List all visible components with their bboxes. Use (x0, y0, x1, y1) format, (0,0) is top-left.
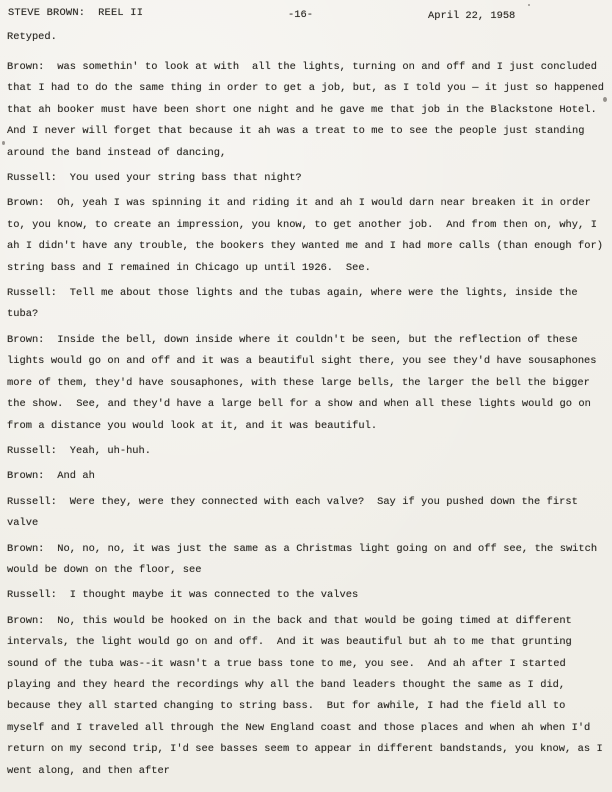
header-date: April 22, 1958 (428, 10, 516, 22)
paragraph-brown-3: Brown: Inside the bell, down inside where it couldn't be seen, but the reflection of these lights would go on and off and it was a beautiful sight there, you see they'd have sousaphones more of them, they'd have sousaphones, with these large bells, the larger the bell the bigger the show. See, and they'd have a large bell for a show and when all these lights would go on from a distance you would look at it, and it was beautiful. (7, 333, 603, 432)
paragraph-russell-1: Russell: You used your string bass that night? (7, 172, 302, 185)
paragraph-russell-2: Russell: Tell me about those lights and the tubas again, where were the lights, inside the tuba? (7, 287, 585, 321)
page-number: -16- (288, 9, 313, 21)
scan-speck (528, 4, 530, 6)
paragraph-russell-3: Russell: Yeah, uh-huh. (7, 444, 152, 457)
scan-speck (2, 141, 5, 145)
paragraph-brown-4: Brown: And ah (7, 470, 95, 483)
paragraph-russell-5: Russell: I thought maybe it was connected to the valves (7, 589, 359, 602)
header-title: STEVE BROWN: REEL II (8, 7, 144, 19)
paragraph-russell-4: Russell: Were they, were they connected with each valve? Say if you pushed down the first valve (7, 495, 585, 530)
retyped-label: Retyped. (7, 31, 57, 43)
paragraph-brown-1: Brown: was somethin' to look at with all the lights, turning on and off and I just concluded that I had to do the same thing in order to get a job, but, as I told you — it just so happened that ah booker must have been short one night and he gave me that job in the Blackstone Hotel. And I never will forget that because it ah was a treat to me to see the people just standing around the band instead of dancing, (7, 61, 611, 159)
paragraph-brown-2: Brown: Oh, yeah I was spinning it and riding it and ah I would darn near breaken it in order to, you know, to create an impression, you know, to get another job. And from then on, why, I ah I didn't have any trouble, the bookers they wanted me and I had more calls (than enough for) string bass and I remained in Chicago up until 1926. See. (7, 197, 610, 274)
paragraph-brown-6: Brown: No, this would be hooked on in the back and that would be going timed at different intervals, the light would go on and off. And it was beautiful but ah to me that grunting sound of the tuba was--it wasn't a true bass tone to me, you see. And ah after I started playing and they heard the recordings why all the band leaders thought the same as I did, because they all started changing to string bass. But for awhile, I had the field all to myself and I traveled all through the New England coast and those places and when ah when I'd return on my second trip, I'd see basses seem to appear in different bandstands, you know, as I went along, and then after (7, 614, 610, 777)
transcript-body (7, 57, 611, 786)
scan-speck (603, 97, 607, 102)
paragraph-brown-5: Brown: No, no, no, it was just the same as a Christmas light going on and off see, the switch would be down on the floor, see (7, 542, 604, 576)
